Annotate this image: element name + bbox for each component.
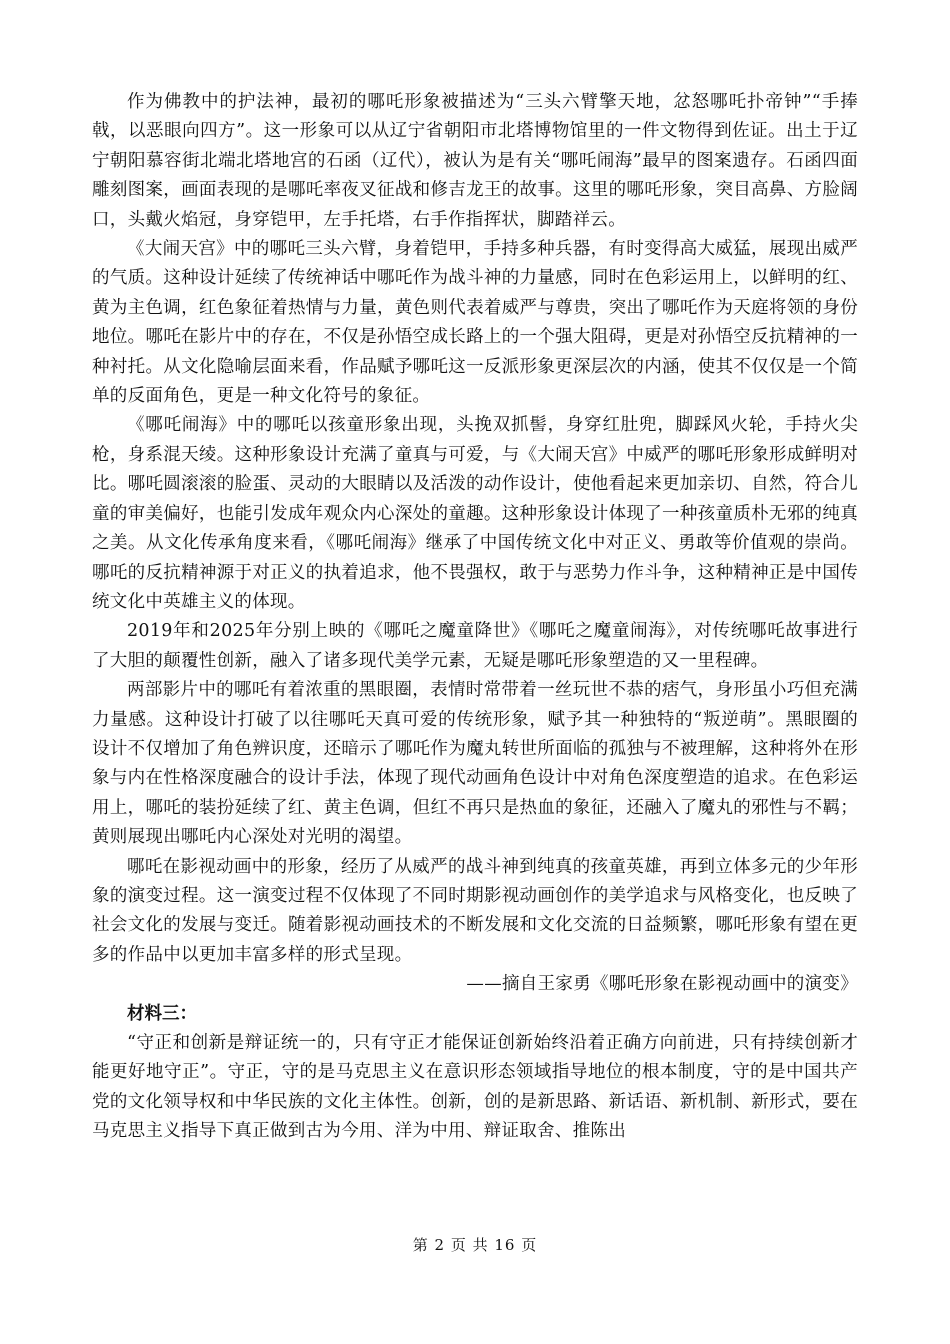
paragraph-2: 《大闹天宫》中的哪吒三头六臂，身着铠甲，手持多种兵器，有时变得高大威猛，展现出威严的气质。这种设计延续了传统神话中哪吒作为战斗神的力量感，同时在色彩运用上，以鲜明的红、黄为主色调，红色象征着热情与力量，黄色则代表着威严与尊贵，突出了哪吒作为天庭将领的身份地位。哪吒在影片中的存在，不仅是孙悟空成长路上的一个强大阻碍，更是对孙悟空反抗精神的一种衬托。从文化隐喻层面来看，作品赋予哪吒这一反派形象更深层次的内涵，使其不仅仅是一个简单的反面角色，更是一种文化符号的象征。: [92, 239, 858, 407]
source-citation: ——摘自王家勇《哪吒形象在影视动画中的演变》: [466, 974, 858, 995]
document-body: [92, 88, 858, 1147]
section-3-title: 材料三：: [127, 1003, 197, 1024]
section-3-paragraph: “守正和创新是辩证统一的，只有守正才能保证创新始终沿着正确方向前进，只有持续创新才能更好地守正”。守正，守的是马克思主义在意识形态领域指导地位的根本制度，守的是中国共产党的文化领导权和中华民族的文化主体性。创新，创的是新思路、新话语、新机制、新形式，要在马克思主义指导下真正做到古为今用、洋为中用、辩证取舍、推陈出: [92, 1033, 858, 1142]
paragraph-6: 哪吒在影视动画中的形象，经历了从威严的战斗神到纯真的孩童英雄，再到立体多元的少年形象的演变过程。这一演变过程不仅体现了不同时期影视动画创作的美学追求与风格变化，也反映了社会文化的发展与变迁。随着影视动画技术的不断发展和文化交流的日益频繁，哪吒形象有望在更多的作品中以更加丰富多样的形式呈现。: [92, 856, 858, 965]
paragraph-5: 两部影片中的哪吒有着浓重的黑眼圈，表情时常带着一丝玩世不恭的痞气，身形虽小巧但充满力量感。这种设计打破了以往哪吒天真可爱的传统形象，赋予其一种独特的“叛逆萌”。黑眼圈的设计不仅增加了角色辨识度，还暗示了哪吒作为魔丸转世所面临的孤独与不被理解，这种将外在形象与内在性格深度融合的设计手法，体现了现代动画角色设计中对角色深度塑造的追求。在色彩运用上，哪吒的装扮延续了红、黄主色调，但红不再只是热血的象征，还融入了魔丸的邪性与不羁；黄则展现出哪吒内心深处对光明的渴望。: [92, 680, 858, 848]
paragraph-1: 作为佛教中的护法神，最初的哪吒形象被描述为“三头六臂擎天地，忿怒哪吒扑帝钟”“手捧戟，以恶眼向四方”。这一形象可以从辽宁省朝阳市北塔博物馆里的一件文物得到佐证。出土于辽宁朝阳慕容街北端北塔地宫的石函（辽代），被认为是有关“哪吒闹海”最早的图案遗存。石函四面雕刻图案，画面表现的是哪吒率夜叉征战和修吉龙王的故事。这里的哪吒形象，突目高鼻、方脸阔口，头戴火焰冠，身穿铠甲，左手托塔，右手作指挥状，脚踏祥云。: [92, 92, 858, 230]
paragraph-4: 2019年和2025年分别上映的《哪吒之魔童降世》《哪吒之魔童闹海》，对传统哪吒故事进行了大胆的颠覆性创新，融入了诸多现代美学元素，无疑是哪吒形象塑造的又一里程碑。: [92, 621, 858, 671]
paragraph-3: 《哪吒闹海》中的哪吒以孩童形象出现，头挽双抓髻，身穿红肚兜，脚踩风火轮，手持火尖枪，身系混天绫。这种形象设计充满了童真与可爱，与《大闹天宫》中威严的哪吒形象形成鲜明对比。哪吒圆滚滚的脸蛋、灵动的大眼睛以及活泼的动作设计，使他看起来更加亲切、自然，符合儿童的审美偏好，也能引发成年观众内心深处的童趣。这种形象设计体现了一种孩童质朴无邪的纯真之美。从文化传承角度来看，《哪吒闹海》继承了中国传统文化中对正义、勇敢等价值观的崇尚。哪吒的反抗精神源于对正义的执着追求，他不畏强权，敢于与恶势力作斗争，这种精神正是中国传统文化中英雄主义的体现。: [92, 415, 858, 612]
page-number: 第 2 页 共 16 页: [412, 1236, 538, 1254]
